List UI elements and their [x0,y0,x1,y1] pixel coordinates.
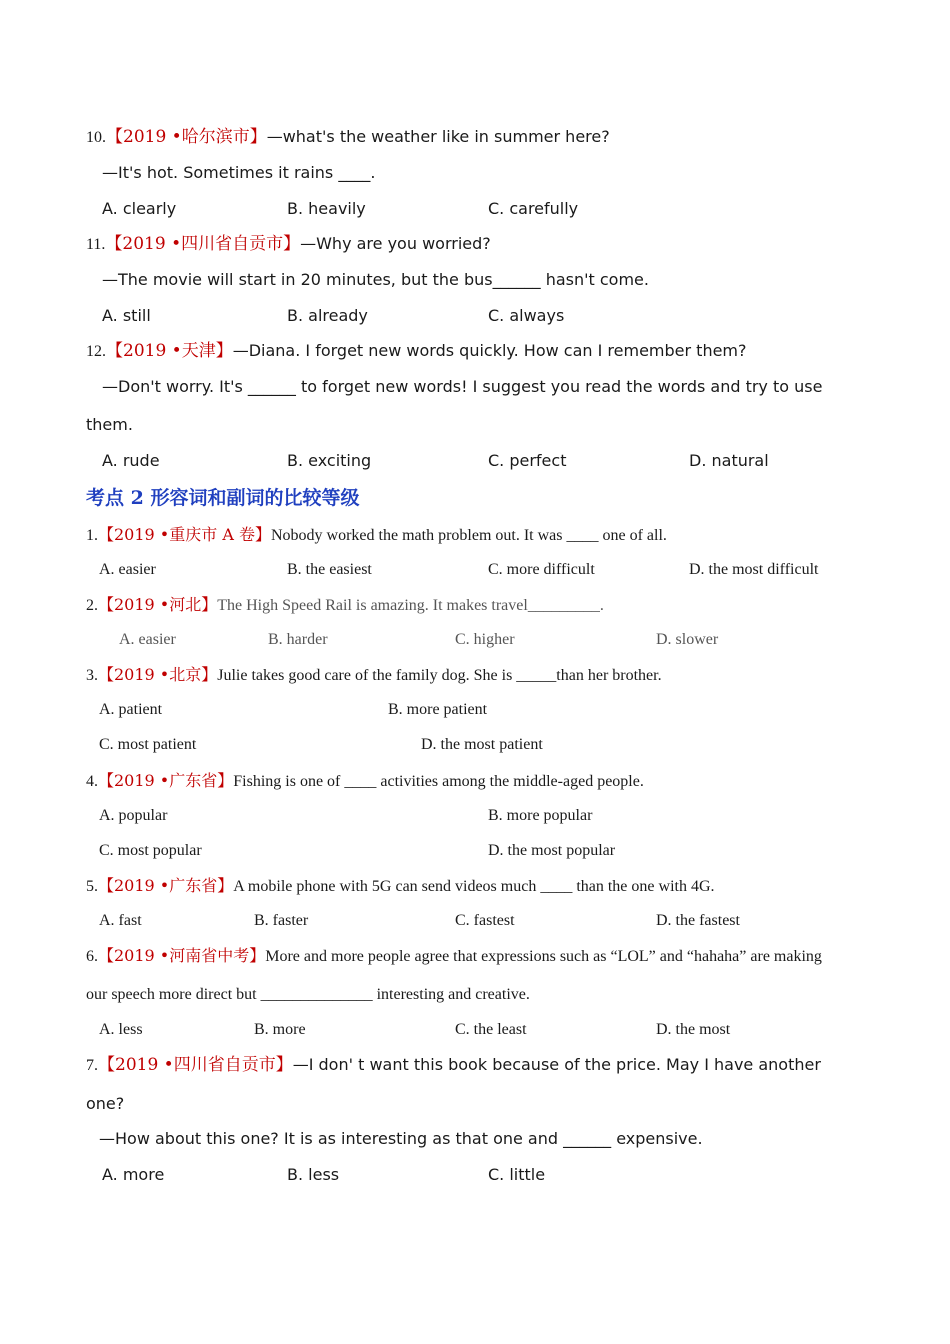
option-b: B. harder [268,631,328,648]
option-b: B. more [254,1021,306,1038]
problem-2 [86,594,604,617]
question-11 [86,233,491,256]
question-number: 2. [86,597,98,614]
option-c: C. higher [455,631,515,648]
question-number: 11. [86,236,106,253]
option-b: B. faster [254,912,309,929]
question-stem: Julie takes good care of the family dog. She is _____than her brother. [217,667,662,684]
option-c: C. more difficult [488,561,595,578]
problem-6-line2: our speech more direct but ______________ interesting and creative. [86,986,530,1003]
question-stem: More and more people agree that expressions such as “LOL” and “hahaha” are making [265,948,822,965]
question-number: 3. [86,667,98,684]
question-12-line2: —Don't worry. It's ______ to forget new words! I suggest you read the words and try to use [102,377,823,396]
question-source-tag: 【2019 •广东省】 [98,771,234,790]
option-c: C. perfect [488,451,567,470]
question-12 [86,340,747,363]
option-a: A. fast [99,912,142,929]
option-a: A. more [102,1165,165,1184]
question-stem: Nobody worked the math problem out. It was ____ one of all. [270,527,667,544]
option-d: D. slower [656,631,719,648]
question-10 [86,126,610,149]
option-d: D. the most patient [421,736,543,753]
question-source-tag: 【2019 •重庆市 A 卷】 [98,525,271,544]
option-a: A. easier [119,631,176,648]
option-a: A. popular [99,807,168,824]
question-source-tag: 【2019 •天津】 [106,341,233,361]
question-stem: —I don' t want this book because of the price. May I have another [292,1055,821,1074]
question-stem: —what's the weather like in summer here? [266,127,610,146]
problem-1 [86,524,667,547]
question-number: 4. [86,773,98,790]
problem-7 [86,1054,821,1077]
option-b: B. already [287,306,368,325]
question-stem: Fishing is one of ____ activities among the middle-aged people. [233,773,644,790]
option-b: B. the easiest [287,561,372,578]
option-c: C. fastest [455,912,515,929]
problem-7-line3: —How about this one? It is as interesting as that one and ______ expensive. [99,1129,703,1148]
option-d: D. the most popular [488,842,616,859]
question-number: 5. [86,878,98,895]
problem-3 [86,664,662,687]
option-d: D. the most difficult [689,561,819,578]
question-stem: —Why are you worried? [300,234,491,253]
problem-5 [86,875,715,898]
option-b: B. more popular [488,807,593,824]
problem-7-line2: one? [86,1094,125,1113]
option-c: C. the least [455,1021,527,1038]
question-number: 1. [86,527,98,544]
question-source-tag: 【2019 •四川省自贡市】 [105,234,301,254]
option-a: A. less [99,1021,143,1038]
option-a: A. rude [102,451,160,470]
option-a: A. patient [99,701,163,718]
question-number: 7. [86,1057,98,1074]
question-number: 10. [86,129,106,146]
question-stem: A mobile phone with 5G can send videos much ____ than the one with 4G. [233,878,715,895]
question-number: 12. [86,343,106,360]
question-stem: The High Speed Rail is amazing. It makes travel_________. [217,597,604,614]
option-a: A. clearly [102,199,177,218]
question-11-line2: —The movie will start in 20 minutes, but the bus______ hasn't come. [102,270,649,289]
option-c: C. little [488,1165,546,1184]
option-c: C. always [488,306,565,325]
question-source-tag: 【2019 •广东省】 [98,876,234,895]
question-source-tag: 【2019 •哈尔滨市】 [106,127,267,147]
option-c: C. most patient [99,736,197,753]
option-c: C. carefully [488,199,579,218]
option-c: C. most popular [99,842,202,859]
option-b: B. heavily [287,199,366,218]
option-a: A. easier [99,561,156,578]
question-source-tag: 【2019 •北京】 [98,665,218,684]
option-b: B. exciting [287,451,372,470]
section-heading: 考点 2 形容词和副词的比较等级 [86,487,360,509]
question-stem: —Diana. I forget new words quickly. How can I remember them? [232,341,747,360]
option-a: A. still [102,306,151,325]
option-b: B. more patient [388,701,488,718]
question-12-line3: them. [86,415,133,434]
question-source-tag: 【2019 •河南省中考】 [98,946,266,965]
option-b: B. less [287,1165,340,1184]
problem-6 [86,945,822,968]
problem-4 [86,770,644,793]
question-source-tag: 【2019 •河北】 [98,595,218,614]
question-10-line2: —It's hot. Sometimes it rains ____. [102,163,376,182]
option-d: D. the most [656,1021,731,1038]
option-d: D. natural [689,451,769,470]
question-number: 6. [86,948,98,965]
question-source-tag: 【2019 •四川省自贡市】 [98,1055,293,1075]
option-d: D. the fastest [656,912,740,929]
